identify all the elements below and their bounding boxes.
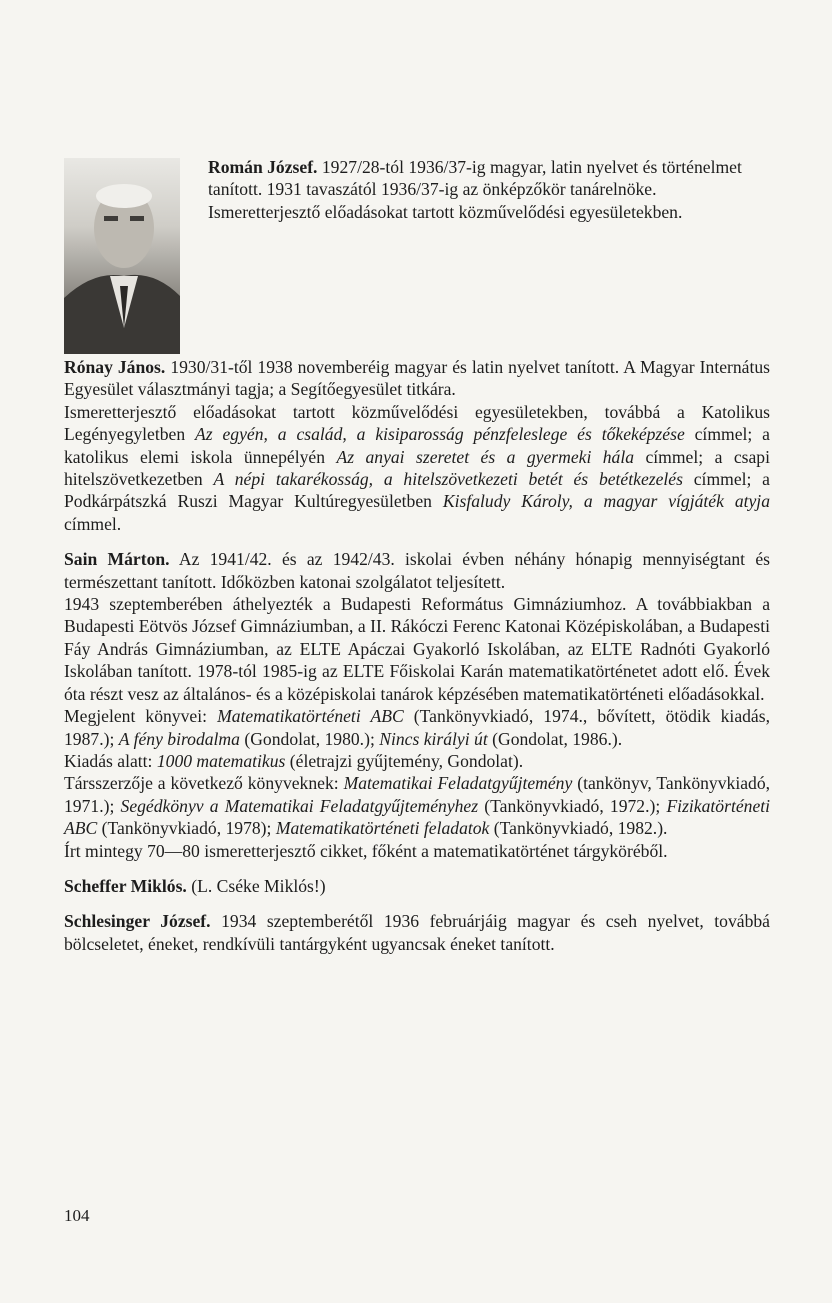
entry-text: (L. Cséke Miklós!) [191,875,326,896]
work-title: 1000 matematikus [156,750,286,771]
entry-sain [64,548,770,862]
entry-text: Megjelent könyvei: [64,706,207,727]
entry-text: (Tankönyvkiadó, 1972.); [484,795,661,816]
entry-schlesinger [64,910,770,955]
entry-text: címmel; a katolikus elemi iskola ünnepélyén [64,424,770,467]
entry-roman-p2: Ismeretterjesztő előadásokat tartott közművelődési egyesületekben. [208,201,683,222]
page-number: 104 [64,1206,90,1225]
entry-sain-p3 [64,705,770,750]
entry-ronay-p1 [64,356,770,401]
work-title: Segédkönyv a Matematikai Feladatgyűjteményhez [120,795,479,816]
work-title: Az anyai szeretet és a gyermeki hála [336,446,635,467]
entry-text: (Gondolat, 1986.). [492,728,623,749]
work-title: Matematikatörténeti feladatok [275,818,490,839]
entry-name: Schlesinger József. [64,911,211,932]
entry-text: 1934 szeptemberétől 1936 februárjáig magyar és cseh nyelvet, továbbá bölcseletet, éneket, rendkívüli tantárgyként ugyancsak éneket tanított. [64,911,770,954]
entry-roman [208,156,770,223]
entry-text: 1930/31-től 1938 novemberéig magyar és latin nyelvet tanított. A Magyar Internátus Egyesület választmányi tagja; a Segítőegyesület titkára. [64,357,771,400]
entry-scheffer [64,875,770,897]
work-title: Fizikatörténeti ABC [64,795,771,839]
work-title: A fény birodalma [118,728,240,749]
entry-text: címmel; a Podkárpátszká Ruszi Magyar Kultúregyesületben [64,469,770,512]
entry-text: (Tankönyvkiadó, 1974., bővített, ötödik kiadás, 1987.); [64,706,770,749]
entry-name: Rónay János. [64,357,166,377]
entry-text: (életrajzi gyűjtemény, Gondolat). [289,750,524,771]
work-title: Nincs királyi út [379,728,488,749]
entry-text: Ismeretterjesztő előadásokat tartott közművelődési egyesületekben, továbbá a Katolikus Legényegyletben [64,401,770,445]
entry-name: Scheffer Miklós. [64,875,187,896]
work-title: A népi takarékosság, a hitelszövetkezeti betét és betétkezelés [213,469,683,490]
entry-name: Román József. [208,157,318,177]
work-title: Kisfaludy Károly, a magyar vígjáték atyja [442,491,770,512]
entry-text: Az 1941/42. és az 1942/43. iskolai évben néhány hónapig mennyiségtant és természettant tanított. Időközben katonai szolgálatot teljesített. [64,549,770,592]
work-title: Matematikatörténeti ABC [217,706,404,727]
entry-sain-p2: 1943 szeptemberében áthelyezték a Budapesti Református Gimnáziumhoz. A továbbiakban a Budapesti Eötvös József Gimnáziumban, a II. Rákóczi Ferenc Katonai Középiskolában, a Budapesti Fáy András Gimnáziumban, az ELTE Apáczai Gyakorló Iskolában, az ELTE Radnóti Gyakorló Iskolában tanított. 1978-tól 1985-ig az ELTE Főiskolai Karán matematikatörténetet adott elő. Évek óta részt vesz az általános- és a középiskolai tanárok képzésében matematikatörténeti előadásokkal. [64,594,770,704]
portrait-icon [64,158,180,354]
entry-schlesinger-p1 [64,910,770,955]
entry-ronay-p2 [64,401,770,535]
portrait-photo [64,158,180,354]
entry-text: (tankönyv, Tankönyvkiadó, 1971.); [64,773,771,816]
entry-scheffer-p1 [64,875,770,897]
entry-roman-p1 [208,156,770,201]
entry-sain-p6: Írt mintegy 70—80 ismeretterjesztő cikket, főként a matematikatörténet tárgyköréből. [64,840,668,861]
entry-text: (Tankönyvkiadó, 1982.). [493,818,668,839]
work-title: Matematikai Feladatgyűjtemény [343,773,573,794]
entry-text: Kiadás alatt: [64,750,153,771]
entry-sain-p4 [64,750,770,772]
entry-sain-p1 [64,548,770,593]
entry-ronay [64,356,770,955]
entry-text: 1927/28-tól 1936/37-ig magyar, latin nyelvet és történelmet tanított. 1931 tavaszától 1936/37-ig az önképzőkör tanárelnöke. [208,157,742,200]
entry-text: (Gondolat, 1980.); [244,728,375,749]
entry-sain-p5 [64,772,770,839]
entry-text: Társszerzője a következő könyveknek: [64,773,339,794]
entry-text: (Tankönyvkiadó, 1978); [101,818,272,839]
entry-text: címmel. [64,513,122,534]
entry-text: címmel; a csapi hitelszövetkezetben [64,446,770,490]
entry-name: Sain Márton. [64,549,170,570]
work-title: Az egyén, a család, a kisiparosság pénzfeleslege és tőkeképzése [195,424,685,445]
